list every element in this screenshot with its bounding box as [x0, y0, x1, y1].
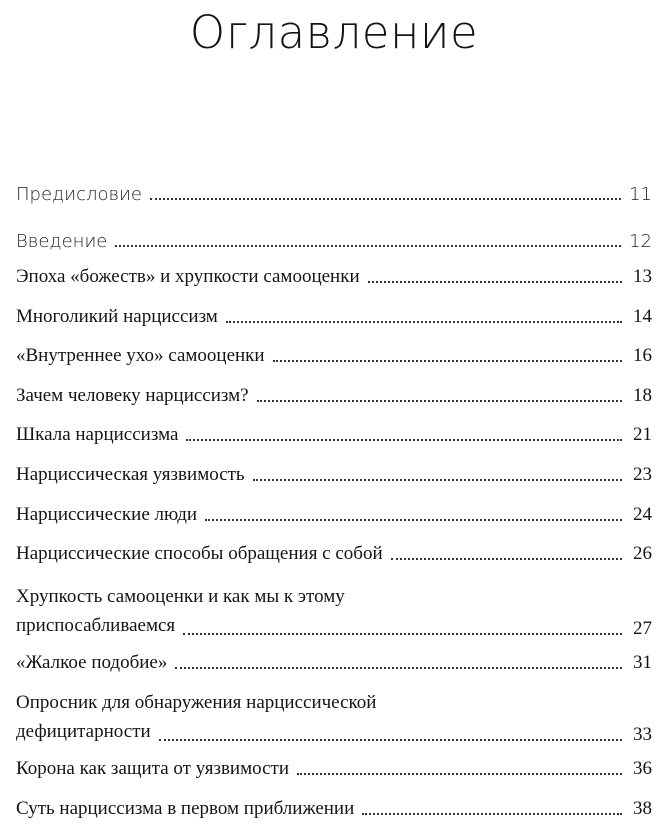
toc-page-number: 31: [633, 652, 652, 673]
toc-entry[interactable]: [16, 582, 652, 640]
toc-page-number: 13: [633, 266, 652, 287]
toc-entry-title: Шкала нарциссизма: [16, 424, 179, 445]
toc-page-number: 38: [633, 798, 652, 819]
toc-entry-title: Корона как защита от уязвимости: [16, 758, 290, 779]
toc-entry[interactable]: [16, 543, 652, 565]
dot-leader: [368, 281, 622, 283]
toc-entry[interactable]: [16, 266, 652, 288]
toc-entry-title-line-1: Опросник для обнаружения нарциссической: [16, 692, 377, 713]
dot-leader: [257, 400, 622, 402]
toc-entry[interactable]: [16, 688, 652, 746]
toc-entry-title: Нарциссическая уязвимость: [16, 464, 245, 485]
toc-entry[interactable]: [16, 798, 652, 820]
page-title: Оглавление: [189, 6, 479, 59]
toc-entry-title: Зачем человеку нарциссизм?: [16, 385, 249, 406]
toc-page-number: 16: [633, 345, 652, 366]
toc-page-number: 24: [633, 504, 652, 525]
dot-leader: [150, 198, 621, 200]
toc-entry-title: Эпоха «божеств» и хрупкости самооценки: [16, 266, 360, 287]
toc-page-number: 27: [633, 618, 652, 639]
dot-leader: [115, 245, 621, 247]
toc-page-number: 14: [633, 306, 652, 327]
toc-entry-title-line-2: приспосабливаемся: [16, 615, 176, 636]
toc-page-number: 11: [629, 184, 652, 205]
toc-entry-title: Суть нарциссизма в первом приближении: [16, 798, 355, 819]
toc-page-number: 18: [633, 385, 652, 406]
toc-entry-preface[interactable]: [16, 184, 652, 205]
toc-page-number: 12: [629, 231, 652, 252]
toc-entry-title: «Жалкое подобие»: [16, 652, 168, 673]
dot-leader: [186, 439, 622, 441]
toc-entry[interactable]: [16, 504, 652, 526]
toc-entry[interactable]: [16, 424, 652, 446]
toc-entry[interactable]: [16, 758, 652, 780]
toc-entry[interactable]: [16, 385, 652, 407]
toc-page-number: 21: [633, 424, 652, 445]
toc-entry-title-line-1: Хрупкость самооценки и как мы к этому: [16, 586, 345, 607]
toc-page-number: 26: [633, 543, 652, 564]
dot-leader: [159, 739, 622, 741]
toc-entry-title: Нарциссические способы обращения с собой: [16, 543, 383, 564]
dot-leader: [226, 321, 622, 323]
dot-leader: [175, 667, 622, 669]
dot-leader: [273, 360, 622, 362]
dot-leader: [391, 558, 622, 560]
dot-leader: [183, 633, 622, 635]
dot-leader: [253, 479, 622, 481]
toc-page-number: 33: [633, 724, 652, 745]
toc-page-number: 36: [633, 758, 652, 779]
dot-leader: [297, 773, 622, 775]
toc-entry-title: Введение: [16, 231, 108, 252]
toc-entry-introduction[interactable]: [16, 231, 652, 252]
dot-leader: [362, 813, 622, 815]
toc-page-number: 23: [633, 464, 652, 485]
toc-entry-title-line-2: дефицитарности: [16, 721, 151, 742]
toc-entry-title: Предисловие: [16, 184, 142, 205]
toc-entry[interactable]: [16, 652, 652, 674]
toc-entry-title: «Внутреннее ухо» самооценки: [16, 345, 265, 366]
toc-entry[interactable]: [16, 345, 652, 367]
toc-entry[interactable]: [16, 464, 652, 486]
toc-entry[interactable]: [16, 306, 652, 328]
dot-leader: [205, 519, 622, 521]
toc-entry-title: Многоликий нарциссизм: [16, 306, 218, 327]
toc-entry-title: Нарциссические люди: [16, 504, 198, 525]
